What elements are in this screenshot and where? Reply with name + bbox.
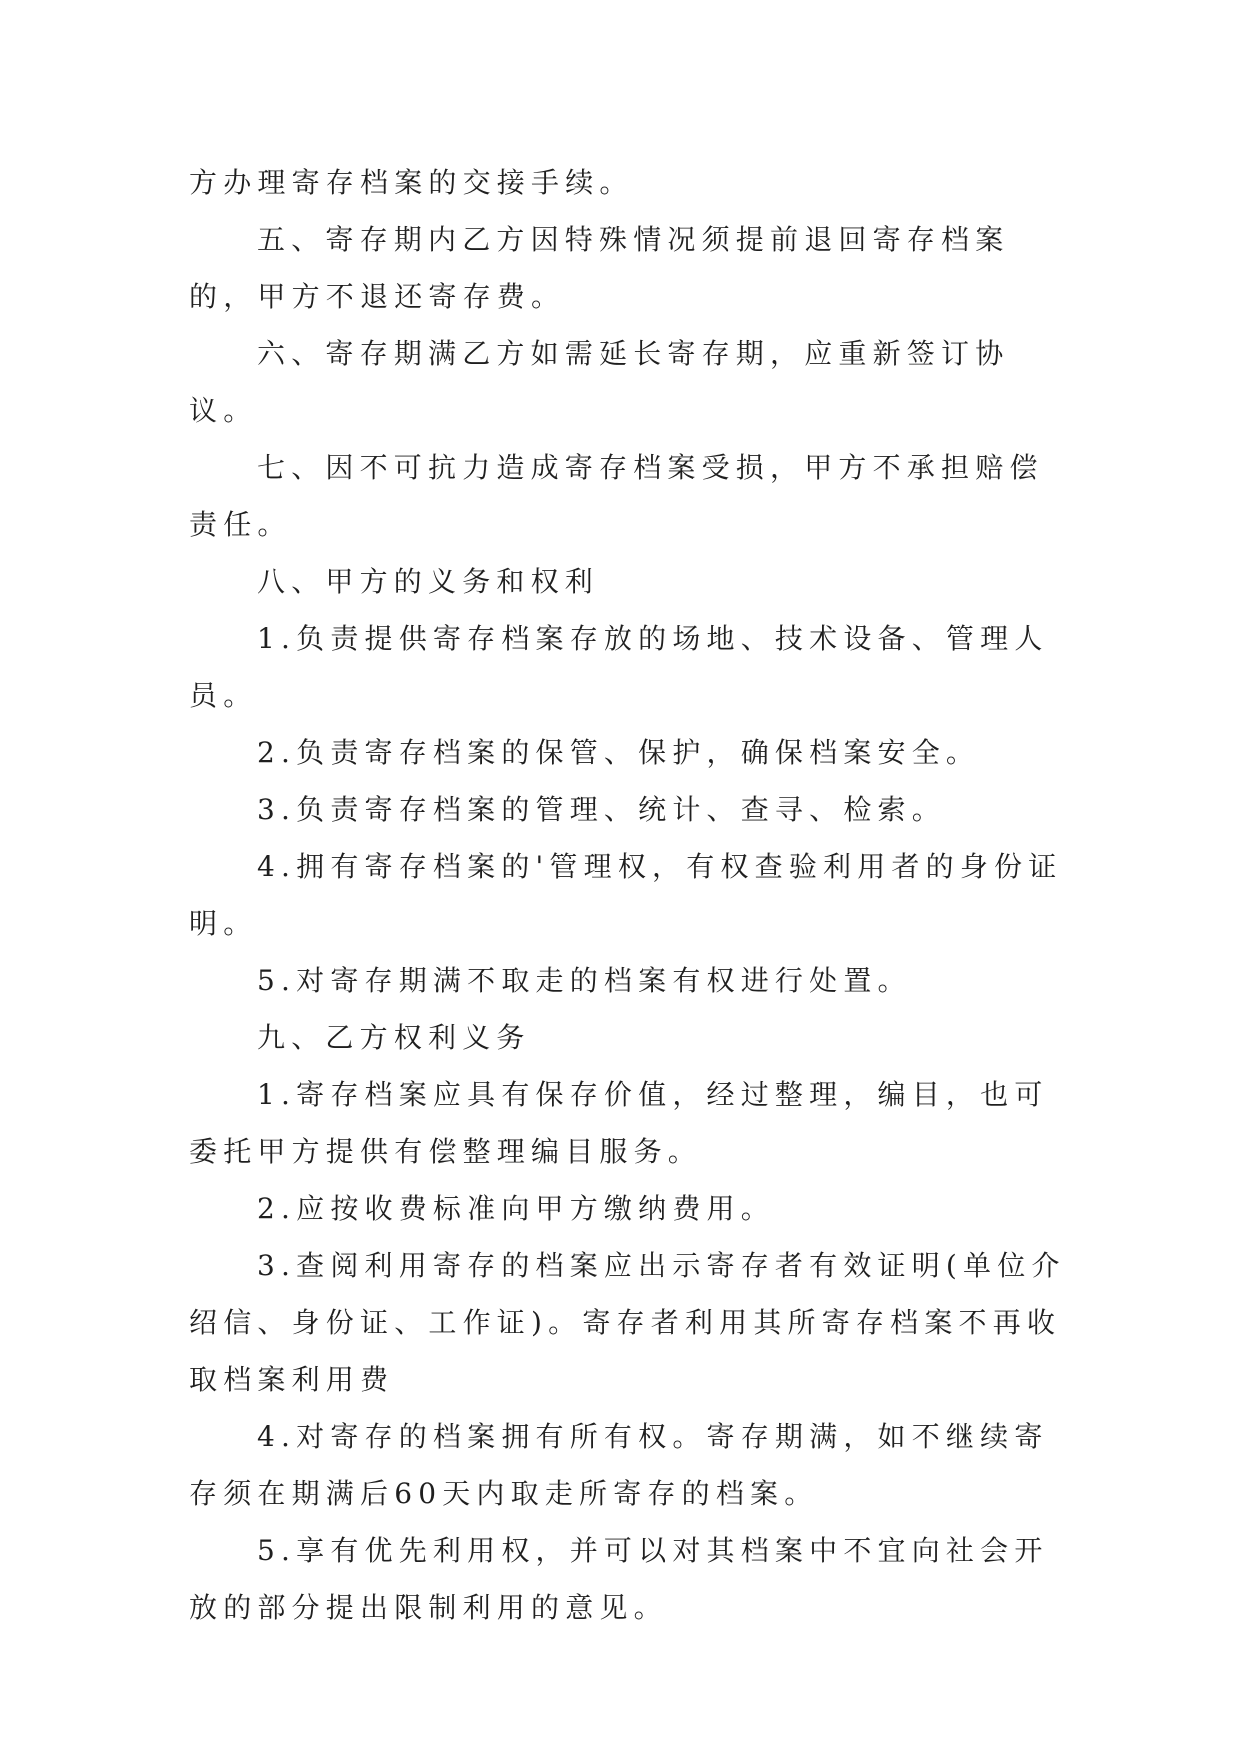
list-item: 1.寄存档案应具有保存价值，经过整理，编目，也可委托甲方提供有偿整理编目服务。 [189,1078,1049,1168]
section-heading: 八、甲方的义务和权利 [257,565,600,598]
paragraph: 六、寄存期满乙方如需延长寄存期，应重新签订协议。 [189,337,1010,427]
document-body [189,154,1069,1636]
paragraph: 七、因不可抗力造成寄存档案受损，甲方不承担赔偿责任。 [189,451,1044,541]
paragraph: 方办理寄存档案的交接手续。 [189,166,634,199]
list-item: 4.对寄存的档案拥有所有权。寄存期满，如不继续寄存须在期满后60天内取走所寄存的档案。 [189,1420,1049,1510]
list-item: 5.对寄存期满不取走的档案有权进行处置。 [257,964,912,997]
list-item: 2.负责寄存档案的保管、保护，确保档案安全。 [257,736,981,769]
list-item: 2.应按收费标准向甲方缴纳费用。 [257,1192,775,1225]
list-item: 4.拥有寄存档案的'管理权，有权查验利用者的身份证明。 [189,850,1063,940]
list-item: 1.负责提供寄存档案存放的场地、技术设备、管理人员。 [189,622,1049,712]
list-item: 5.享有优先利用权，并可以对其档案中不宜向社会开放的部分提出限制利用的意见。 [189,1534,1049,1624]
list-item: 3.负责寄存档案的管理、统计、查寻、检索。 [257,793,946,826]
section-heading: 九、乙方权利义务 [257,1021,531,1054]
list-item: 3.查阅利用寄存的档案应出示寄存者有效证明(单位介绍信、身份证、工作证)。寄存者利用其所寄存档案不再收取档案利用费 [189,1249,1066,1396]
paragraph: 五、寄存期内乙方因特殊情况须提前退回寄存档案的，甲方不退还寄存费。 [189,223,1010,313]
